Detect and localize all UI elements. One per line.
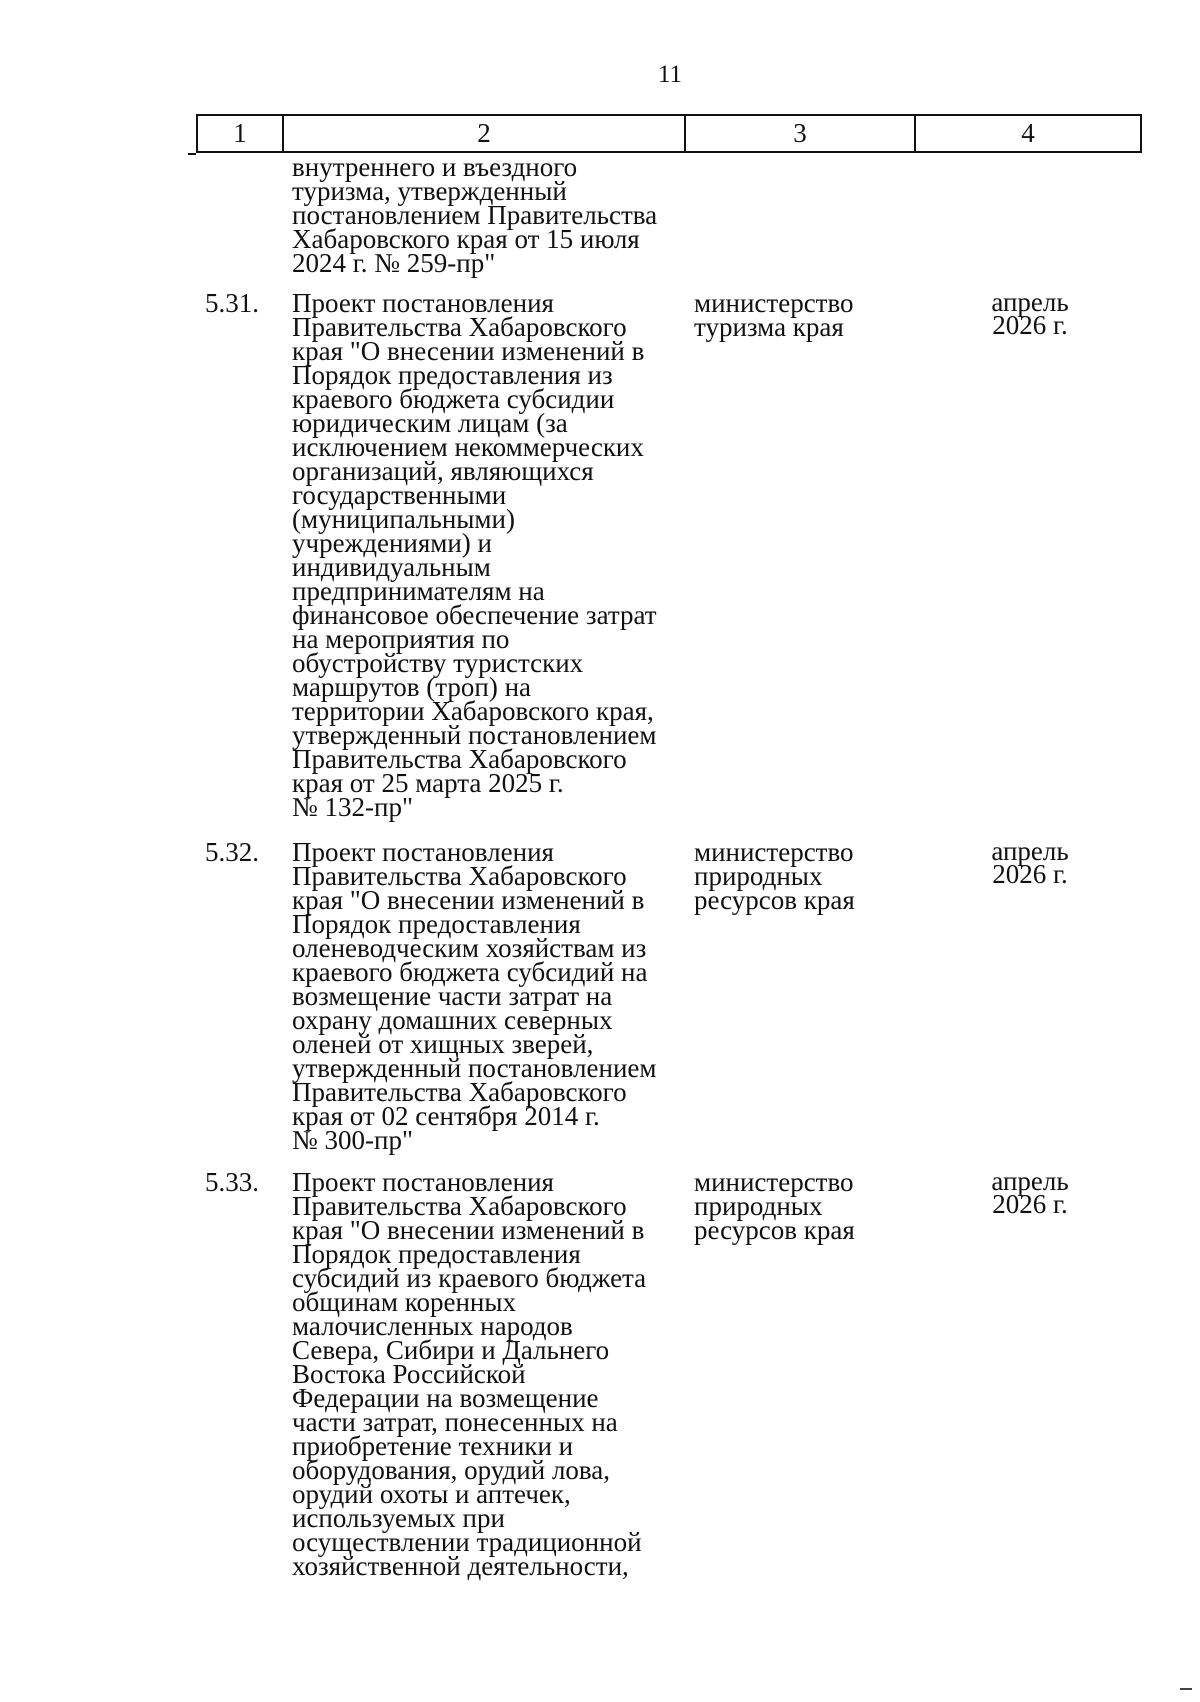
header-col-4: 4 [1021, 118, 1035, 148]
text-line: юридическим лицам (за [292, 408, 568, 438]
text-line: края "О внесении изменений в [292, 1215, 645, 1245]
header-col-2: 2 [284, 116, 686, 151]
header-col-1: 1 [198, 116, 284, 151]
text-line: охрану домашних северных [292, 1005, 613, 1035]
row-number: 5.31. [205, 288, 259, 318]
text-line: природных [694, 1191, 823, 1221]
text-line: № 300-пр" [292, 1125, 413, 1155]
row-executor [694, 837, 924, 915]
text-line: организаций, являющихся [292, 456, 594, 486]
header-col-3: 3 [686, 116, 916, 151]
text-line: Правительства Хабаровского [292, 861, 627, 891]
text-line: хозяйственной деятельности, [292, 1551, 629, 1581]
text-line: туризма края [694, 312, 844, 342]
text-line: утвержденный постановлением [292, 720, 657, 750]
row-term [960, 1166, 1100, 1219]
text-line: Порядок предоставления [292, 909, 581, 939]
text-line: краевого бюджета субсидий на [292, 957, 648, 987]
text-line: краевого бюджета субсидии [292, 384, 615, 414]
scan-mark [1180, 1688, 1192, 1690]
text-line: внутреннего и въездного [292, 152, 578, 182]
text-line: осуществлении традиционной [292, 1527, 642, 1557]
text-line: министерство [694, 837, 854, 867]
text-line: на мероприятия по [292, 624, 510, 654]
text-line: 2026 г. [992, 1189, 1068, 1219]
row-text [292, 837, 692, 1155]
row-text [292, 288, 692, 822]
text-line: Проект постановления [292, 288, 554, 318]
text-line: субсидий из краевого бюджета [292, 1263, 647, 1293]
text-line: края от 02 сентября 2014 г. [292, 1101, 600, 1131]
text-line: Правительства Хабаровского [292, 744, 627, 774]
text-line: края от 25 марта 2025 г. [292, 768, 564, 798]
table-header-row [196, 114, 1142, 153]
text-line: постановлением Правительства [292, 200, 658, 230]
text-line: Правительства Хабаровского [292, 1077, 627, 1107]
text-line: оборудования, орудий лова, [292, 1455, 611, 1485]
text-line: индивидуальным [292, 552, 491, 582]
text-line: предпринимателям на [292, 576, 545, 606]
text-line: части затрат, понесенных на [292, 1407, 618, 1437]
text-line: Востока Российской [292, 1359, 526, 1389]
text-line: обустройству туристских [292, 648, 584, 678]
text-line: оленей от хищных зверей, [292, 1029, 594, 1059]
text-line: возмещение части затрат на [292, 981, 613, 1011]
text-line: природных [694, 861, 823, 891]
text-line: Проект постановления [292, 837, 554, 867]
text-line: ресурсов края [694, 885, 855, 915]
table-left-stub [188, 153, 196, 155]
text-line: министерство [694, 288, 854, 318]
text-line: Федерации на возмещение [292, 1383, 599, 1413]
text-line: апрель [991, 1166, 1069, 1196]
row-term [960, 287, 1100, 340]
continuation-text [292, 152, 692, 278]
text-line: 2026 г. [992, 310, 1068, 340]
text-line: Правительства Хабаровского [292, 1191, 627, 1221]
text-line: № 132-пр" [292, 792, 413, 822]
text-line: Севера, Сибири и Дальнего [292, 1335, 610, 1365]
text-line: 2024 г. № 259-пр" [292, 248, 496, 278]
text-line: общинам коренных [292, 1287, 517, 1317]
text-line: оленеводческим хозяйствам из [292, 933, 647, 963]
text-line: утвержденный постановлением [292, 1053, 657, 1083]
text-line: Проект постановления [292, 1167, 554, 1197]
text-line: апрель [991, 836, 1069, 866]
text-line: финансовое обеспечение затрат [292, 600, 657, 630]
text-line: маршрутов (троп) на [292, 672, 532, 702]
row-executor [694, 1167, 924, 1245]
text-line: используемых при [292, 1503, 505, 1533]
text-line: Правительства Хабаровского [292, 312, 627, 342]
row-text [292, 1167, 692, 1581]
text-line: 2026 г. [992, 859, 1068, 889]
row-executor [694, 288, 924, 342]
row-term [960, 836, 1100, 889]
text-line: Порядок предоставления [292, 1239, 581, 1269]
text-line: государственными [292, 480, 507, 510]
text-line: исключением некоммерческих [292, 432, 644, 462]
text-line: апрель [991, 287, 1069, 317]
text-line: приобретение техники и [292, 1431, 574, 1461]
row-number: 5.32. [205, 837, 259, 867]
text-line: Хабаровского края от 15 июля [292, 224, 640, 254]
text-line: края "О внесении изменений в [292, 885, 645, 915]
text-line: территории Хабаровского края, [292, 696, 654, 726]
text-line: (муниципальными) [292, 504, 515, 534]
text-line: ресурсов края [694, 1215, 855, 1245]
page-number: 11 [657, 61, 683, 88]
text-line: Порядок предоставления из [292, 360, 613, 390]
text-line: края "О внесении изменений в [292, 336, 645, 366]
text-line: учреждениями) и [292, 528, 492, 558]
text-line: министерство [694, 1167, 854, 1197]
row-number: 5.33. [205, 1167, 259, 1197]
text-line: малочисленных народов [292, 1311, 573, 1341]
text-line: туризма, утвержденный [292, 176, 567, 206]
text-line: орудий охоты и аптечек, [292, 1479, 571, 1509]
